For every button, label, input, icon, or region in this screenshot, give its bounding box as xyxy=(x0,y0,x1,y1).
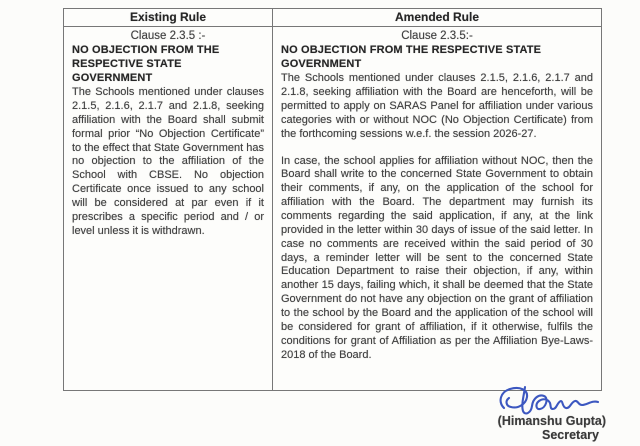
clause-label: Clause 2.3.5:- xyxy=(401,30,473,42)
table-header-amended-rule: Amended Rule xyxy=(273,9,601,27)
paragraph: The Schools mentioned under clauses 2.1.5, 2.1.6, 2.1.7 and 2.1.8, seeking affiliation with the Board shall submit formal prior “No Objection Certificate” to the effect that State Government has no objection to the affiliation of the School with CBSE. No objection Certificate once issued to any school will be considered at par even if it prescribes a specific period and / or level unless it is withdrawn. xyxy=(72,86,264,237)
signature-scribble-icon xyxy=(492,382,604,418)
signatory-role: Secretary xyxy=(542,428,599,442)
clause-label: Clause 2.3.5 :- xyxy=(130,30,206,42)
signature-block xyxy=(456,382,606,442)
signatory-name: (Himanshu Gupta) xyxy=(497,414,606,428)
section-title: NO OBJECTION FROM THE RESPECTIVE STATE GOVERNMENT xyxy=(72,44,220,85)
rules-comparison-table xyxy=(63,8,602,391)
cell-existing-rule xyxy=(64,27,273,390)
table-header-existing-rule: Existing Rule xyxy=(64,9,273,27)
cell-amended-rule xyxy=(273,27,601,390)
paragraph: In case, the school applies for affiliation without NOC, then the Board shall write to the concerned State Government to obtain their comments, if any, on the application of the school for affiliation with the Board. The department may furnish its comments regarding the said application, if any, at the link provided in the letter within 30 days of issue of the said letter. In case no comments are received within the said period of 30 days, a reminder letter will be sent to the concerned State Education Department to raise their objection, if any, within another 15 days, failing which, it shall be deemed that the State Government do not have any objection on the grant of affiliation to the school by the Board and the application of the school will be considered for grant of affiliation, if it otherwise, fulfils the conditions for grant of Affiliation as per the Affiliation Bye-Laws-2018 of the Board. xyxy=(281,154,593,361)
section-title: NO OBJECTION FROM THE RESPECTIVE STATE GOVERNMENT xyxy=(281,44,542,71)
paragraph: The Schools mentioned under clauses 2.1.5, 2.1.6, 2.1.7 and 2.1.8, seeking affiliation with the Board are henceforth, will be permitted to apply on SARAS Panel for affiliation under various categories with or without NOC (No Objection Certificate) from the forthcoming sessions w.e.f. the session 2026-27. xyxy=(281,72,593,140)
